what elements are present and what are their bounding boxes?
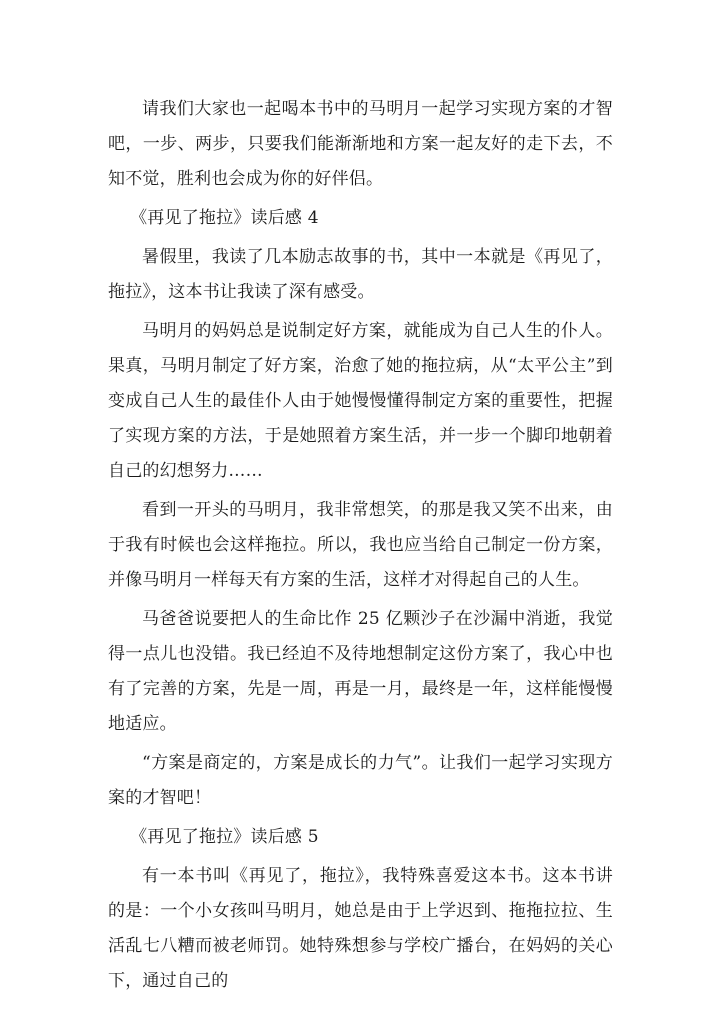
section-heading-4: 《再见了拖拉》读后感 4 — [130, 208, 319, 228]
paragraph-4: 看到一开头的马明月，我非常想笑，的那是我又笑不出来，由于我有时候也会这样拖拉。所以，我也应当给自己制定一份方案，并像马明月一样每天有方案的生活，这样才对得起自己的人生。 — [108, 500, 613, 590]
paragraph-1: 请我们大家也一起喝本书中的马明月一起学习实现方案的才智吧，一步、两步，只要我们能渐渐地和方案一起友好的走下去，不知不觉，胜利也会成为你的好伴侣。 — [108, 99, 613, 189]
paragraph-7: 有一本书叫《再见了，拖拉》，我特殊喜爱这本书。这本书讲的是：一个小女孩叫马明月，她总是由于上学迟到、拖拖拉拉、生活乱七八糟而被老师罚。她特殊想参与学校广播台，在妈妈的关心下，通过自己的 — [108, 866, 613, 991]
paragraph-3: 马明月的妈妈总是说制定好方案，就能成为自己人生的仆人。果真，马明月制定了好方案，治愈了她的拖拉病，从“太平公主”到变成自己人生的最佳仆人由于她慢慢懂得制定方案的重要性，把握了实现方案的方法，于是她照着方案生活，并一步一个脚印地朝着自己的幻想努力…… — [108, 321, 613, 481]
paragraph-5: 马爸爸说要把人的生命比作 25 亿颗沙子在沙漏中消逝，我觉得一点儿也没错。我已经迫不及待地想制定这份方案了，我心中也有了完善的方案，先是一周，再是一月，最终是一年，这样能慢慢地适应。 — [108, 609, 613, 734]
document-body — [108, 92, 613, 999]
paragraph-6: “方案是商定的，方案是成长的力气”。让我们一起学习实现方案的才智吧！ — [108, 753, 613, 808]
paragraph-2: 暑假里，我读了几本励志故事的书，其中一本就是《再见了，拖拉》，这本书让我读了深有感受。 — [108, 247, 613, 302]
section-heading-5: 《再见了拖拉》读后感 5 — [130, 827, 319, 847]
